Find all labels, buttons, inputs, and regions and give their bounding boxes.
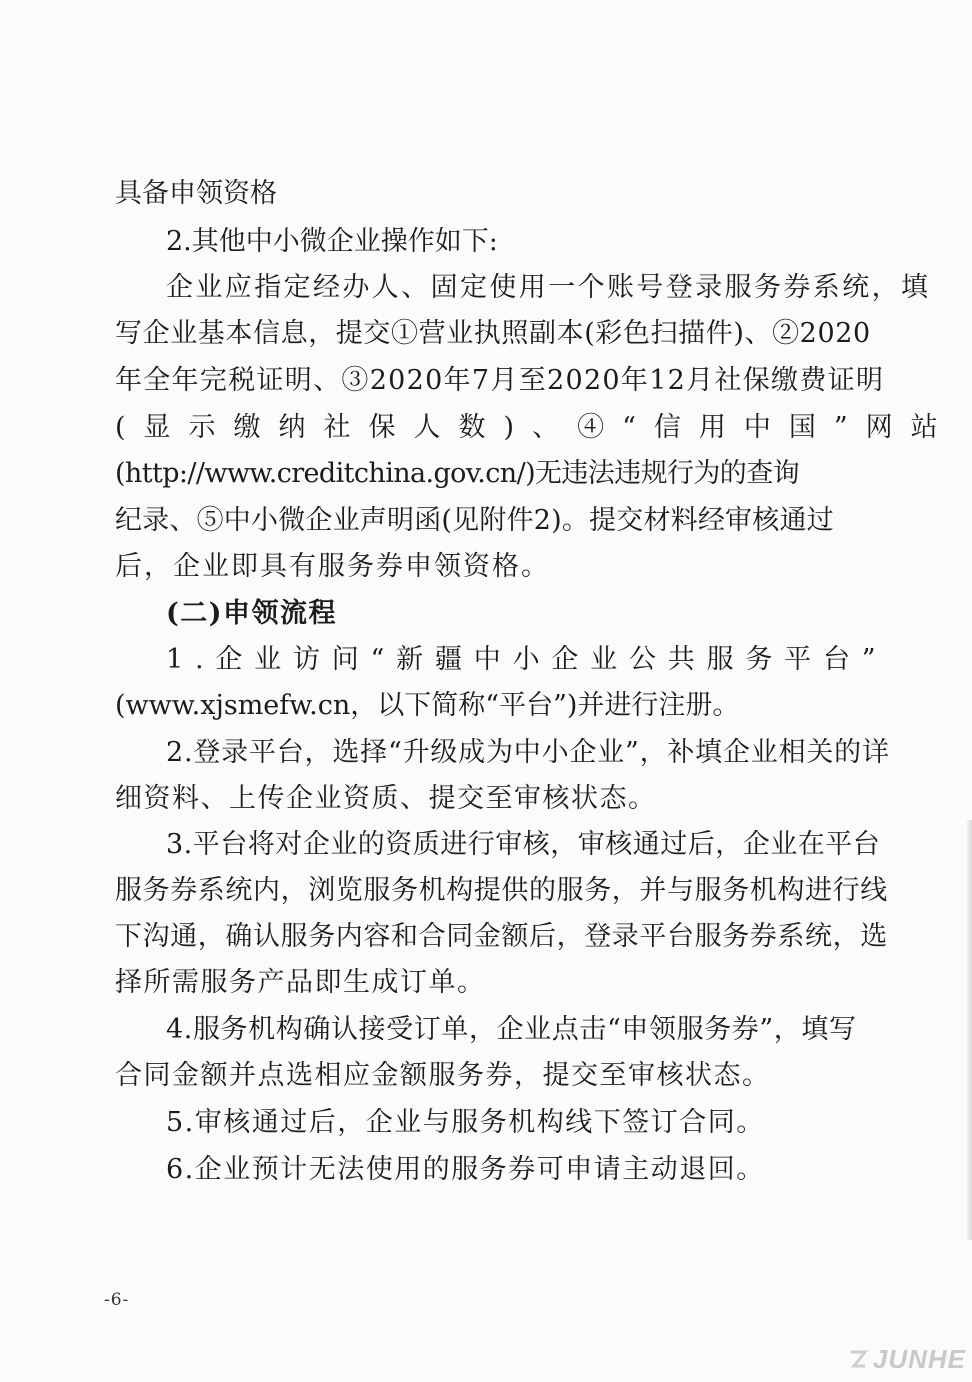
line-text: 写企业基本信息，提交①营业执照副本(彩色扫描件)、②2020	[115, 318, 871, 349]
line-text: (显示缴纳社保人数)、④“信用中国”网站	[115, 412, 956, 443]
line-text: 年全年完税证明、③2020年7月至2020年12月社保缴费证明	[115, 365, 885, 396]
line-text: 企业应指定经办人、固定使用一个账号登录服务券系统，填	[166, 272, 931, 303]
line-text: 2.登录平台，选择“升级成为中小企业”，补填企业相关的详	[166, 737, 890, 768]
watermark-logo-icon	[848, 1348, 868, 1370]
line-text: 6.企业预计无法使用的服务券可申请主动退回。	[166, 1154, 765, 1185]
line-text: (http://www.creditchina.gov.cn/)无违法违规行为的查询	[115, 458, 800, 489]
line-text: (www.xjsmefw.cn，以下简称“平台”)并进行注册。	[115, 690, 740, 721]
line-text: 1.企业访问“新疆中小企业公共服务平台”	[166, 644, 888, 675]
watermark: JUNHE	[872, 1344, 966, 1374]
line-text: 5.审核通过后，企业与服务机构线下签订合同。	[166, 1107, 765, 1138]
scan-edge-shadow	[966, 820, 972, 1240]
line-text: 合同金额并点选相应金额服务券，提交至审核状态。	[115, 1060, 771, 1091]
line-text: 纪录、⑤中小微企业声明函(见附件2)。提交材料经审核通过	[115, 505, 834, 536]
line-text: 3.平台将对企业的资质进行审核，审核通过后，企业在平台	[166, 829, 881, 860]
line-text: 下沟通，确认服务内容和合同金额后，登录平台服务券系统，选	[115, 921, 888, 952]
line-text: 细资料、上传企业资质、提交至审核状态。	[115, 783, 657, 814]
line-text: 4.服务机构确认接受订单，企业点击“申领服务券”，填写	[166, 1014, 857, 1045]
page-number: -6-	[104, 1290, 130, 1310]
line-text: 服务券系统内，浏览服务机构提供的服务，并与服务机构进行线	[115, 875, 888, 906]
line-text: 具备申领资格	[115, 178, 277, 209]
heading-text: (二)申领流程	[166, 598, 338, 629]
line-text: 后，企业即具有服务券申领资格。	[115, 551, 550, 582]
line-text: 2.其他中小微企业操作如下:	[166, 226, 498, 257]
line-text: 择所需服务产品即生成订单。	[115, 967, 486, 998]
